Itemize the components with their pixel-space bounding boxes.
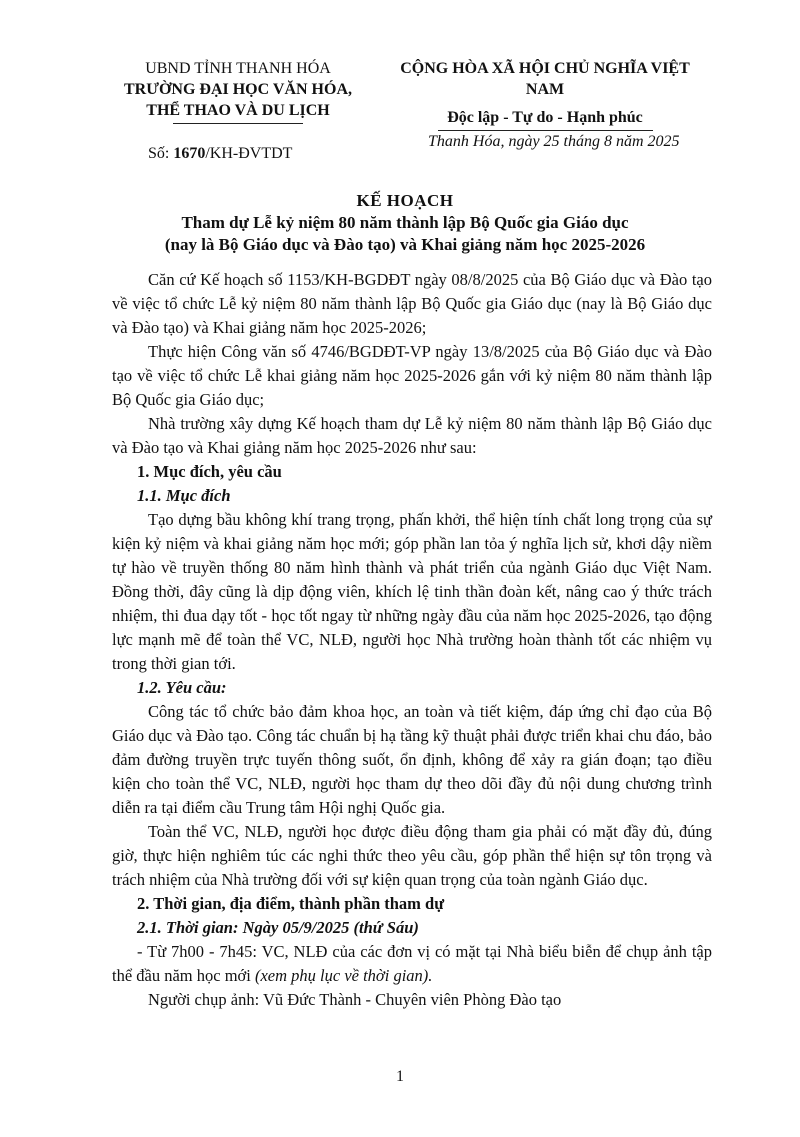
national-title: CỘNG HÒA XÃ HỘI CHỦ NGHĨA VIỆT NAM [400, 60, 690, 98]
doc-number-suffix: /KH-ĐVTDT [205, 145, 293, 162]
header-right-underline [438, 130, 653, 131]
document-body [112, 268, 712, 1012]
title-sub-1: Tham dự Lễ kỷ niệm 80 năm thành lập Bộ Quốc gia Giáo dục [181, 213, 629, 232]
paragraph-basis-1: Căn cứ Kế hoạch số 1153/KH-BGDĐT ngày 08/8/2025 của Bộ Giáo dục và Đào tạo về việc tổ chức Lễ kỷ niệm 80 năm thành lập Bộ Quốc gia Giáo dục (nay là Bộ Giáo dục và Đào tạo) và Khai giảng năm học 2025-2026; [112, 270, 712, 337]
university-name-line1: TRƯỜNG ĐẠI HỌC VĂN HÓA, [123, 81, 352, 98]
paragraph-requirements-2: Toàn thể VC, NLĐ, người học được điều động tham gia phải có mặt đầy đủ, đúng giờ, thực hiện nghiêm túc các nghi thức theo yêu cầu, góp phần thể hiện sự tôn trọng và trách nhiệm của Nhà trường đối với sự kiện quan trọng của toàn ngành Giáo dục. [112, 822, 712, 889]
subsection-heading-1-1: 1.1. Mục đích [137, 486, 231, 505]
provincial-committee: UBND TỈNH THANH HÓA [145, 60, 331, 77]
header-left-underline [173, 123, 303, 124]
doc-number-value: 1670 [173, 145, 206, 162]
issuing-authority-block [108, 58, 368, 124]
paragraph-intro: Nhà trường xây dựng Kế hoạch tham dự Lễ kỷ niệm 80 năm thành lập Bộ Giáo dục và Đào tạo và Khai giảng năm học 2025-2026 như sau: [112, 414, 712, 457]
paragraph-requirements-1: Công tác tổ chức bảo đảm khoa học, an toàn và tiết kiệm, đáp ứng chỉ đạo của Bộ Giáo dục và Đào tạo. Công tác chuẩn bị hạ tầng kỹ thuật phải được triển khai chu đáo, bảo đảm đường truyền trực tuyến thông suốt, ổn định, không để xảy ra gián đoạn; tạo điều kiện cho toàn thể VC, NLĐ, người học tham dự theo dõi đầy đủ nội dung chương trình diễn ra tại điểm cầu Trung tâm Hội nghị Quốc gia. [112, 702, 712, 817]
document-date: Thanh Hóa, ngày 25 tháng 8 năm 2025 [428, 133, 680, 150]
paragraph-purpose: Tạo dựng bầu không khí trang trọng, phấn khởi, thể hiện tính chất long trọng của sự kiện kỷ niệm và khai giảng năm học mới; góp phần lan tỏa ý nghĩa lịch sử, khơi dậy niềm tự hào về truyền thống 80 năm hình thành và phát triển của ngành Giáo dục Việt Nam. Đồng thời, đây cũng là dịp động viên, khích lệ tinh thần đoàn kết, nâng cao ý thức trách nhiệm, thi đua dạy tốt - học tốt ngay từ những ngày đầu của năm học 2025-2026, tạo động lực mạnh mẽ để toàn thể VC, NLĐ, người học Nhà trường hoàn thành tốt các nhiệm vụ trong thời gian tới. [112, 510, 712, 673]
doc-number-prefix: Số: [148, 145, 174, 162]
document-number [148, 145, 292, 163]
paragraph-schedule [112, 940, 712, 988]
paragraph-basis-2: Thực hiện Công văn số 4746/BGDĐT-VP ngày 13/8/2025 của Bộ Giáo dục và Đào tạo về việc tổ chức Lễ khai giảng năm học 2025-2026 gắn với kỷ niệm 80 năm thành lập Bộ Quốc gia Giáo dục; [112, 342, 712, 409]
page-number: 1 [396, 1068, 404, 1085]
national-motto: Độc lập - Tự do - Hạnh phúc [447, 109, 643, 126]
time-label: 2.1. Thời gian [137, 918, 233, 937]
schedule-note: (xem phụ lục về thời gian). [254, 966, 433, 985]
subsection-heading-2-1 [112, 916, 712, 940]
title-main: KẾ HOẠCH [356, 191, 454, 210]
section-heading-1: 1. Mục đích, yêu cầu [137, 462, 282, 481]
national-motto-block [380, 58, 710, 131]
time-value: : Ngày 05/9/2025 (thứ Sáu) [232, 918, 419, 937]
paragraph-photographer: Người chụp ảnh: Vũ Đức Thành - Chuyên viên Phòng Đào tạo [148, 990, 562, 1009]
section-heading-2: 2. Thời gian, địa điểm, thành phần tham dự [137, 894, 445, 913]
title-sub-2: (nay là Bộ Giáo dục và Đào tạo) và Khai giảng năm học 2025-2026 [164, 235, 646, 254]
schedule-text: - Từ 7h00 - 7h45: VC, NLĐ của các đơn vị có mặt tại Nhà biểu biễn để chụp ảnh tập thể đầu năm học mới [112, 942, 712, 985]
university-name-line2: THỂ THAO VÀ DU LỊCH [146, 102, 330, 119]
document-title [100, 190, 710, 256]
subsection-heading-1-2: 1.2. Yêu cầu: [137, 678, 227, 697]
